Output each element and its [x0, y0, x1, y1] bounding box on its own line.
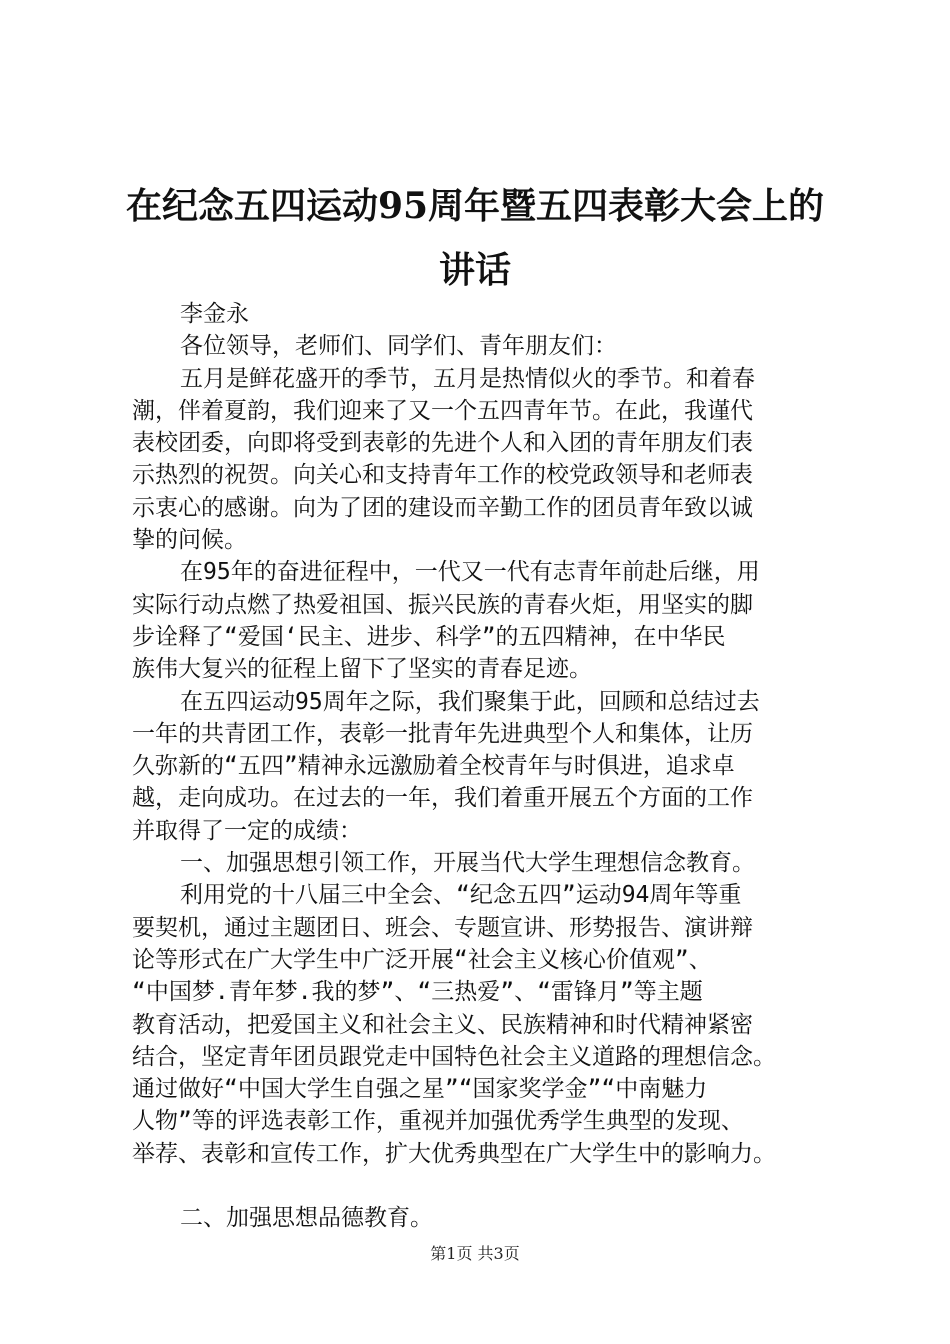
paragraph-line: 一年的共青团工作，表彰一批青年先进典型个人和集体，让历	[132, 720, 753, 747]
paragraph-line: 并取得了一定的成绩：	[132, 817, 362, 844]
paragraph-line: 越，走向成功。在过去的一年，我们着重开展五个方面的工作	[132, 785, 753, 812]
page-number-footer: 第1页 共3页	[430, 1244, 520, 1263]
document-title-line-1: 在纪念五四运动95周年暨五四表彰大会上的	[125, 185, 825, 227]
paragraph-line: 举荐、表彰和宣传工作，扩大优秀典型在广大学生中的影响力。	[132, 1140, 776, 1167]
paragraph-line: 表校团委，向即将受到表彰的先进个人和入团的青年朋友们表	[132, 430, 753, 457]
paragraph-line: 示衷心的感谢。向为了团的建设而辛勤工作的团员青年致以诚	[132, 494, 753, 521]
paragraph-line: 实际行动点燃了热爱祖国、振兴民族的青春火炬，用坚实的脚	[132, 591, 753, 618]
paragraph-line: “中国梦.青年梦.我的梦”、“三热爱”、“雷锋月”等主题	[132, 979, 703, 1006]
paragraph-line: 人物”等的评选表彰工作，重视并加强优秀学生典型的发现、	[132, 1108, 744, 1135]
author-name: 李金永	[180, 301, 249, 327]
paragraph-line: 在95年的奋进征程中，一代又一代有志青年前赴后继，用	[180, 559, 760, 586]
paragraph-line: 潮，伴着夏韵，我们迎来了又一个五四青年节。在此，我谨代	[132, 397, 753, 424]
section-heading: 一、加强思想引领工作，开展当代大学生理想信念教育。	[180, 850, 755, 877]
paragraph-line: 步诠释了“爱国‘民主、进步、科学”的五四精神，在中华民	[132, 623, 726, 650]
section-heading: 二、加强思想品德教育。	[180, 1205, 433, 1232]
paragraph-line: 利用党的十八届三中全会、“纪念五四”运动94周年等重	[180, 882, 742, 909]
paragraph-line: 挚的问候。	[132, 527, 247, 554]
paragraph-line: 五月是鲜花盛开的季节，五月是热情似火的季节。和着春	[180, 365, 755, 392]
document-title-line-2: 讲话	[438, 249, 511, 291]
paragraph-line: 通过做好“中国大学生自强之星”“国家奖学金”“中南魅力	[132, 1076, 708, 1103]
paragraph-line: 族伟大复兴的征程上留下了坚实的青春足迹。	[132, 656, 592, 683]
paragraph-line: 结合，坚定青年团员跟党走中国特色社会主义道路的理想信念。	[132, 1043, 776, 1070]
paragraph-line: 教育活动，把爱国主义和社会主义、民族精神和时代精神紧密	[132, 1011, 753, 1038]
document-body	[132, 298, 848, 1234]
paragraph-spacer	[132, 1170, 848, 1202]
paragraph-line: 要契机，通过主题团日、班会、专题宣讲、形势报告、演讲辩	[132, 914, 753, 941]
paragraph-line: 论等形式在广大学生中广泛开展“社会主义核心价值观”、	[132, 946, 712, 973]
paragraph-line: 在五四运动95周年之际，我们聚集于此，回顾和总结过去	[180, 688, 760, 715]
paragraph-line: 示热烈的祝贺。向关心和支持青年工作的校党政领导和老师表	[132, 462, 753, 489]
paragraph-line: 久弥新的“五四”精神永远激励着全校青年与时俱进，追求卓	[132, 753, 735, 780]
salutation: 各位领导，老师们、同学们、青年朋友们：	[180, 333, 617, 360]
